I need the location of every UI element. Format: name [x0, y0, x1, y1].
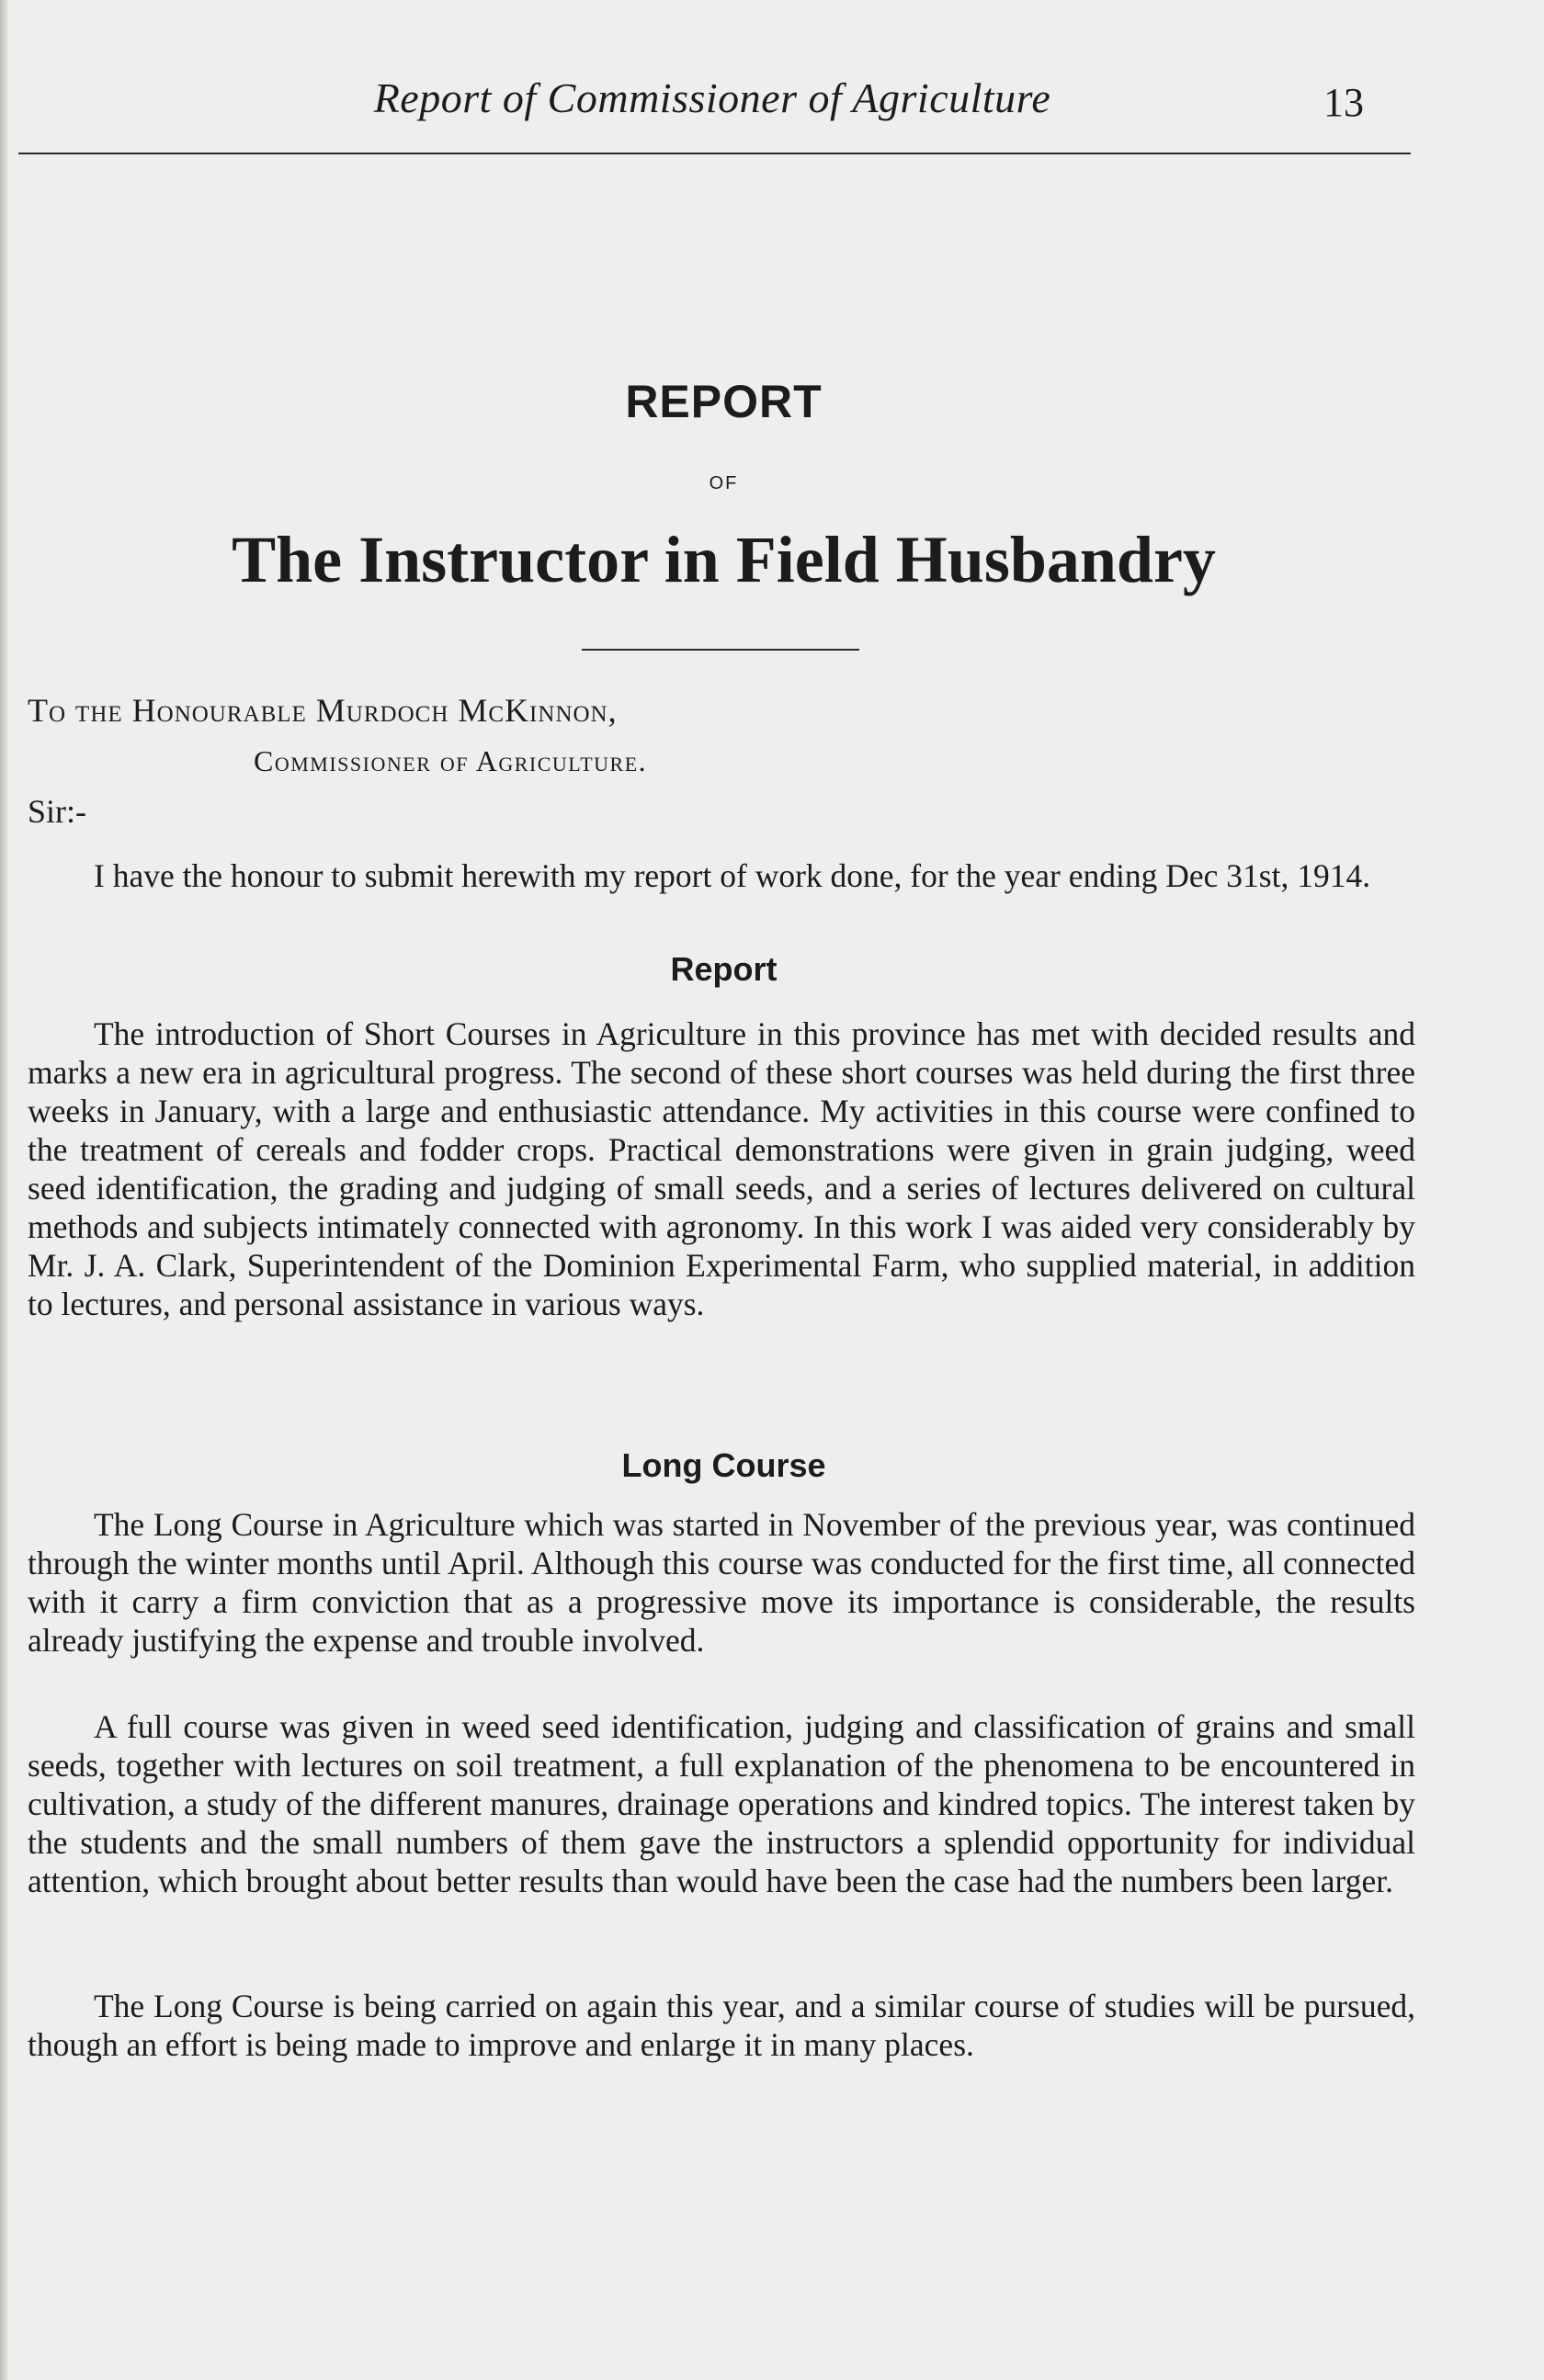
- salutation: Sir:-: [28, 793, 87, 830]
- main-title: The Instructor in Field Husbandry: [232, 523, 1216, 596]
- addressee-title: Commissioner of Agriculture.: [254, 744, 648, 777]
- page-edge-shadow: [0, 0, 9, 2380]
- title-divider: [582, 649, 859, 651]
- intro-paragraph: I have the honour to submit herewith my report of work done, for the year ending Dec 31st, 1914.: [94, 857, 1371, 894]
- report-paragraph: The introduction of Short Courses in Agriculture in this province has met with decided results and marks a new era in agricultural progress. The second of these short courses was held during the first three weeks in January, with a large and enthusiastic attendance. My activities in this course were confined to the treatment of cereals and fodder crops. Practical demonstrations were given in grain judging, weed seed identification, the grading and judging of small seeds, and a series of lectures delivered on cultural methods and subjects intimately connected with agronomy. In this work I was aided very considerably by Mr. J. A. Clark, Superintendent of the Dominion Experimental Farm, who supplied material, in addition to lectures, and personal assistance in various ways.: [28, 1015, 1415, 1322]
- long-course-paragraph-1: The Long Course in Agriculture which was started in November of the previous year, was continued through the winter months until April. Although this course was conducted for the first time, all connected with it carry a firm conviction that as a progressive move its importance is considerable, the results already justifying the expense and trouble involved.: [28, 1506, 1415, 1659]
- page-number: 13: [1323, 80, 1364, 125]
- section-heading-long-course: Long Course: [621, 1446, 826, 1484]
- long-course-paragraph-3: The Long Course is being carried on again this year, and a similar course of studies will be pursued, though an effort is being made to improve and enlarge it in many places.: [28, 1988, 1415, 2063]
- section-heading-report: Report: [670, 950, 778, 988]
- addressee: To the Honourable Murdoch McKinnon,: [28, 692, 618, 729]
- of-word: OF: [709, 473, 739, 493]
- long-course-paragraph-2: A full course was given in weed seed identification, judging and classification of grains and small seeds, together with lectures on soil treatment, a full explanation of the phenomena to be encountered in cultivation, a study of the different manures, drainage operations and kindred topics. The interest taken by the students and the small numbers of them gave the instructors a splendid opportunity for individual attention, which brought about better results than would have been the case had the numbers been larger.: [28, 1708, 1415, 1899]
- report-heading: REPORT: [625, 376, 823, 427]
- header-divider: [18, 153, 1411, 154]
- running-head: Report of Commissioner of Agriculture: [373, 74, 1051, 121]
